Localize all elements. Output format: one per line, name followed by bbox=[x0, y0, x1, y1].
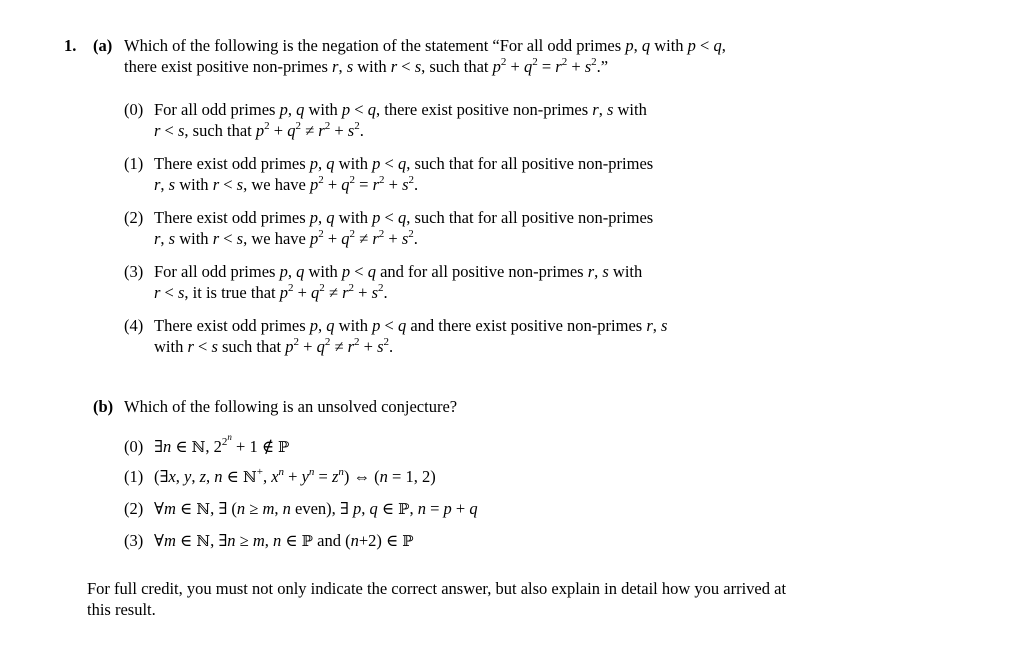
option-text-line2: r < s, it is true that $p^2 + q^2 \ne r^2 + s^2$. bbox=[154, 282, 388, 302]
problem-number: 1. bbox=[64, 36, 77, 55]
option-label: (0) bbox=[124, 100, 144, 119]
option-label: (1) bbox=[124, 154, 144, 173]
option-label: (4) bbox=[124, 316, 144, 335]
part-b-question: Which of the following is an unsolved conjecture? bbox=[124, 397, 458, 416]
option-formula: ∀m ∈ ℕ, ∃ (n ≥ m, n even), ∃ p, q ∈ ℙ, n = p + q bbox=[154, 499, 478, 518]
part-a-question-line2: there exist positive non-primes r, s with r < s, such that $p^2 + q^2 = r^2 + s^2$.” bbox=[124, 56, 609, 76]
option-text-line2: r, s with r < s, we have $p^2 + q^2 \ne r^2 + s^2$. bbox=[154, 228, 418, 248]
option-label: (2) bbox=[124, 208, 144, 227]
option-text-line2: r < s, such that $p^2 + q^2 \ne r^2 + s^2$. bbox=[154, 120, 364, 140]
option-label: (1) bbox=[124, 467, 144, 486]
option-text-line2: r, s with r < s, we have $p^2 + q^2 = r^2 + s^2$. bbox=[154, 174, 419, 194]
option-text-line1: There exist odd primes p, q with p < q, such that for all positive non-primes bbox=[154, 208, 654, 227]
option-text-line1: For all odd primes p, q with p < q, there exist positive non-primes r, s with bbox=[154, 100, 647, 119]
option-formula: (∃x, y, z, n ∈ ℕ+, $x^n + y^n = z^n$) ⇔ (n = 1, 2) bbox=[154, 466, 436, 486]
option-formula: ∃n ∈ ℕ, $2^{2^n} + 1$ ∉ ℙ bbox=[154, 432, 290, 456]
part-a-question-line1: Which of the following is the negation of the statement “For all odd primes p, q with p < q, bbox=[124, 36, 726, 55]
part-b-label: (b) bbox=[93, 397, 114, 416]
option-label: (3) bbox=[124, 531, 144, 550]
option-text-line1: There exist odd primes p, q with p < q, such that for all positive non-primes bbox=[154, 154, 654, 173]
option-formula: ∀m ∈ ℕ, ∃n ≥ m, n ∈ ℙ and (n+2) ∈ ℙ bbox=[154, 531, 414, 550]
option-label: (0) bbox=[124, 437, 144, 456]
part-a-label: (a) bbox=[93, 36, 113, 55]
option-text-line2: with r < s such that $p^2 + q^2 \ne r^2 + s^2$. bbox=[154, 336, 394, 356]
option-text-line1: For all odd primes p, q with p < q and for all positive non-primes r, s with bbox=[154, 262, 643, 281]
option-text-line1: There exist odd primes p, q with p < q and there exist positive non-primes r, s bbox=[154, 316, 668, 335]
option-label: (2) bbox=[124, 499, 144, 518]
footer-note: For full credit, you must not only indicate the correct answer, but also explain in detail how you arrived at this result. bbox=[87, 579, 787, 619]
option-label: (3) bbox=[124, 262, 144, 281]
